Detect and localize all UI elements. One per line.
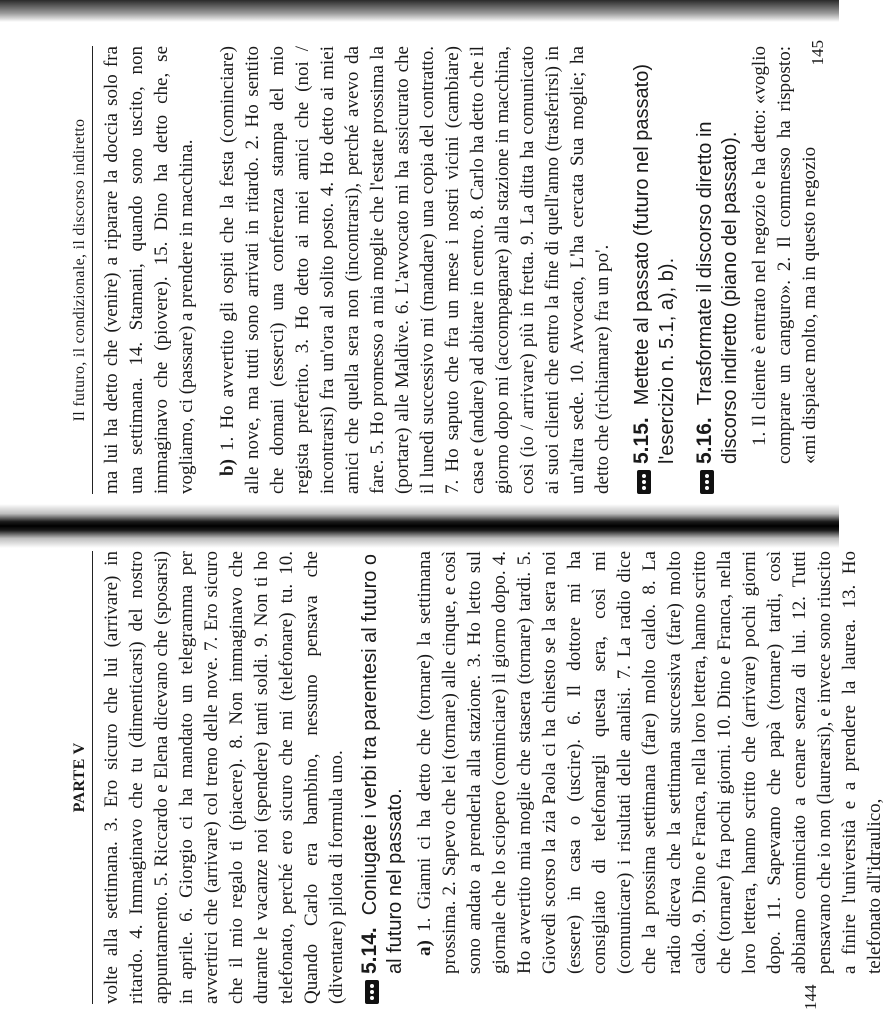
part-a-continuation-text: ma lui ha detto che (venire) a riparare la doccia solo fra una settimana. 14. Stamani, quando sono uscito, non immaginavo che (piovere). 15. Dino ha detto che, se vogliamo, ci (passare) a prendere in macchina.	[101, 46, 197, 494]
exercise-number: 5.16.	[693, 417, 716, 464]
part-b-text: 1. Ho avvertito gli ospiti che la festa (cominciare) alle nove, ma tutti sono arrivati in ritardo. 2. Ho sentito che domani (esserci) una conferenza stampa del mio regista preferito. 3. Ho detto ai miei amici che (noi / incontrarsi) fra un'ora al solito posto. 4. Ho detto ai miei amici che quella sera non (incontrarsi), perché avevo da fare. 5. Ho promesso a mia moglie che l'estate prossima la (portare) alle Maldive. 6. L'avvocato mi ha assicurato che il lunedì successivo mi (mandare) una copia del contratto. 7. Ho saputo che fra un mese i nostri vicini (cambiare) casa e (andare) ad abitare in centro. 8. Carlo ha detto che il giorno dopo mi (accompagnare) alla stazione in macchina, così (io / arrivare) più in fretta. 9. La ditta ha comunicato ai suoi clienti che entro la fine di quell'anno (trasferirsi) in un'altra sede. 10. Avvocato, L'ha cercata Sua moglie; ha detto che (richiamare) fra un po'.	[217, 46, 613, 494]
exercise-5-15-body	[629, 46, 680, 464]
header-rule	[92, 551, 93, 1004]
header-rule	[92, 46, 93, 494]
part-a-text: 1. Gianni ci ha detto che (tornare) la settimana prossima. 2. Sapevo che lei (tornare) alle cinque, e così sono andato a prenderla alla stazione. 3. Ho letto sul giornale che lo sciopero (cominciare) il giorno dopo. 4. Ho avvertito mia moglie che stasera (tornare) tardi. 5. Giovedì scorso la zia Paola ci ha chiesto se la sera noi (essere) in casa o (uscire). 6. Il dottore mi ha consigliato di telefonargli questa sera, così mi (comunicare) i risultati delle analisi. 7. La radio dice che la prossima settimana (fare) molto caldo. 8. La radio diceva che la settimana successiva (fare) molto caldo. 9. Dino e Franca, nella loro lettera, hanno scritto che (tornare) fra pochi giorni. 10. Dino e Franca, nella loro lettera, hanno scritto che (arrivare) pochi giorni dopo. 11. Sapevamo che papà (tornare) tardi, così abbiamo cominciato a cenare senza di lui. 12. Tutti pensavano che io non (laurearsi), e invece sono riuscito a finire l'università e a prendere la laurea. 13. Ho telefonato all'idraulico,	[414, 551, 885, 974]
scan-top-shadow	[0, 0, 839, 22]
exercise-5-15	[629, 46, 680, 494]
page-number-right: 145	[808, 40, 827, 66]
part-label: b)	[217, 459, 238, 476]
difficulty-dots-icon	[637, 470, 651, 494]
running-head-left: PARTE V	[71, 742, 88, 813]
exercise-number: 5.15.	[630, 417, 653, 464]
exercise-continuation-text: volte alla settimana. 3. Ero sicuro che lui (arrivare) in ritardo. 4. Immaginavo che tu (dimenticarsi) del nostro appuntamento. 5. Riccardo e Elena dicevano che (sposarsi) in aprile. 6. Giorgio ci ha mandato un telegramma per avvertirci che (arrivare) col treno delle nove. 7. Ero sicuro che il mio regalo ti (piacere). 8. Non immaginavo che durante le vacanze noi (spendere) tanti soldi. 9. Non ti ho telefonato, perché ero sicuro che mi (telefonare) tu. 10. Quando Carlo era bambino, nessuno pensava che (diventare) pilota di formula uno.	[101, 551, 347, 1004]
exercise-title: Mettete al passato (futuro nel passato) l'esercizio n. 5.1, a), b).	[631, 63, 678, 464]
page-144-content	[70, 545, 885, 1010]
exercise-part-b	[215, 46, 615, 494]
exercise-number: 5.14.	[358, 927, 381, 974]
page-145	[70, 40, 830, 500]
exercise-5-16-body	[692, 46, 822, 464]
exercise-5-14-body	[357, 551, 887, 974]
exercise-part-a	[412, 551, 887, 974]
part-label: a)	[414, 940, 435, 956]
exercise-5-16	[692, 46, 822, 494]
book-spine-gutter	[0, 504, 839, 548]
exercise-title: Coniugate i verbi tra parentesi al futuro o al futuro nel passato.	[359, 553, 406, 974]
difficulty-dots-icon	[700, 470, 714, 494]
page-144	[70, 545, 885, 1010]
running-head-right: Il futuro, il condizionale, il discorso indiretto	[71, 118, 88, 422]
page-145-content	[70, 40, 830, 500]
difficulty-dots-icon	[365, 980, 379, 1004]
page-number-left: 144	[801, 984, 820, 1010]
exercise-5-14	[357, 551, 887, 1004]
exercise-title: Trasformate il discorso diretto in discorso indiretto (piano del passato).	[694, 121, 741, 464]
exercise-5-16-text: 1. Il cliente è entrato nel negozio e ha detto: «voglio comprare un canguro». 2. Il commesso ha risposto: «mi dispiace molto, ma in questo negozio	[749, 46, 820, 464]
